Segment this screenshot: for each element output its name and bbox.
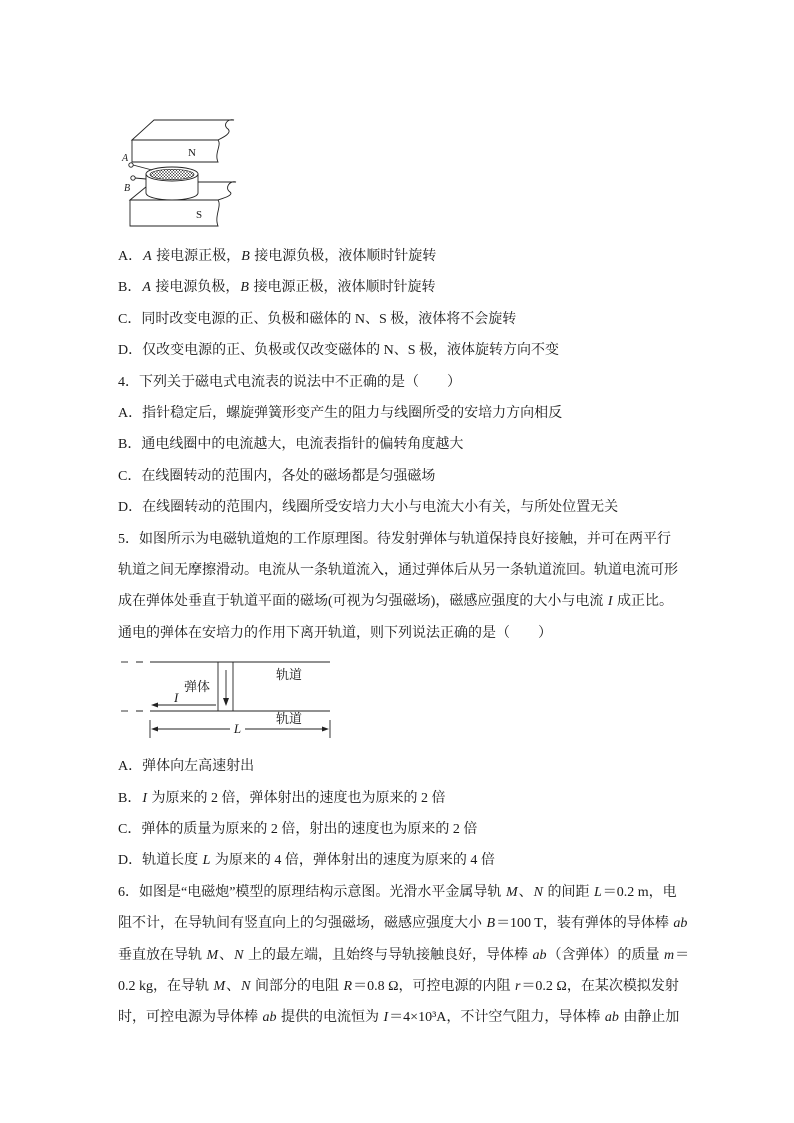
q6-stem-line-3 bbox=[118, 940, 738, 971]
math-variable: B bbox=[240, 280, 249, 296]
text-run: 接电源正极，液体顺时针旋转 bbox=[249, 280, 436, 296]
math-variable: A bbox=[143, 249, 152, 264]
q4-option-c bbox=[118, 461, 738, 492]
text-run: 为原来的 4 倍，弹体射出的速度为原来的 4 倍 bbox=[211, 853, 495, 869]
text-run: 成正比。 bbox=[613, 594, 673, 610]
terminal-a bbox=[129, 163, 133, 167]
text-run: 、 bbox=[518, 884, 533, 900]
text-run: ＝ bbox=[675, 947, 690, 963]
math-variable: ab bbox=[604, 1010, 619, 1026]
text-run: A． bbox=[118, 249, 143, 264]
text-run: C．弹体的质量为原来的 2 倍，射出的速度也为原来的 2 倍 bbox=[118, 822, 478, 838]
current-direction-arrow-head bbox=[151, 703, 158, 708]
south-magnet-front-face bbox=[130, 200, 219, 226]
text-run: ＝0.2 Ω，在某次模拟发射 bbox=[521, 979, 679, 995]
text-run: 、 bbox=[226, 979, 241, 995]
text-run: C．同时改变电源的正、负极和磁体的 N、S 极，液体将不会旋转 bbox=[118, 311, 517, 327]
math-variable: r bbox=[514, 979, 521, 995]
text-run: 阻不计，在导轨间有竖直向上的匀强磁场，磁感应强度大小 bbox=[118, 916, 486, 932]
text-run: 6．如图是“电磁炮”模型的原理结构示意图。光滑水平金属导轨 bbox=[118, 884, 505, 900]
q3-option-d bbox=[118, 335, 738, 366]
math-variable: I bbox=[383, 1010, 389, 1026]
math-variable: L bbox=[202, 853, 211, 869]
q5-stem-line-2 bbox=[118, 555, 738, 586]
magnet-liquid-apparatus-figure bbox=[118, 112, 244, 232]
question-block-lower bbox=[118, 751, 738, 1034]
north-magnet-top-face bbox=[132, 120, 234, 140]
q5-stem-line-3 bbox=[118, 586, 738, 617]
text-run: D．轨道长度 bbox=[118, 853, 202, 869]
q6-stem-line-1 bbox=[118, 877, 738, 908]
terminal-b bbox=[131, 176, 135, 180]
text-run: 接电源正极， bbox=[152, 249, 241, 264]
south-pole-label: S bbox=[196, 209, 203, 221]
text-run: 提供的电流恒为 bbox=[277, 1010, 383, 1026]
math-variable: N bbox=[533, 884, 543, 900]
current-label: I bbox=[174, 690, 179, 705]
q3-option-c bbox=[118, 304, 738, 335]
text-run: C．在线圈转动的范围内，各处的磁场都是匀强磁场 bbox=[118, 468, 436, 484]
math-variable: M bbox=[206, 947, 219, 963]
text-run: ＝4×10³A，不计空气阻力，导体棒 bbox=[389, 1010, 604, 1026]
math-variable: A bbox=[142, 280, 151, 296]
q6-stem-line-2 bbox=[118, 908, 738, 939]
text-run: 成在弹体处垂直于轨道平面的磁场(可视为匀强磁场)，磁感应强度的大小与电流 bbox=[118, 594, 607, 610]
text-run: 由静止加 bbox=[619, 1010, 680, 1026]
text-run: B． bbox=[118, 790, 142, 806]
text-run: 上的最左端，且始终与导轨接触良好，导体棒 bbox=[244, 947, 532, 963]
text-run: 0.2 kg，在导轨 bbox=[118, 979, 213, 995]
question-block-upper bbox=[118, 241, 738, 649]
q3-option-b bbox=[118, 272, 738, 303]
length-dimension-arrow-left bbox=[151, 727, 158, 732]
q6-stem-line-5 bbox=[118, 1002, 738, 1033]
text-run: 4．下列关于磁电式电流表的说法中不正确的是（ ） bbox=[118, 374, 461, 390]
q5-stem-line-4 bbox=[118, 618, 738, 649]
text-run: 时，可控电源为导体棒 bbox=[118, 1010, 262, 1026]
text-run: 5．如图所示为电磁轨道炮的工作原理图。待发射弹体与轨道保持良好接触，并可在两平行 bbox=[118, 531, 671, 547]
q4-option-b bbox=[118, 429, 738, 460]
text-run: 间部分的电阻 bbox=[251, 979, 343, 995]
wire-a bbox=[133, 165, 152, 170]
north-magnet-front-face bbox=[132, 140, 219, 162]
math-variable: N bbox=[234, 947, 244, 963]
math-variable: ab bbox=[673, 916, 688, 932]
text-run: ＝0.2 m，电 bbox=[602, 884, 677, 900]
math-variable: R bbox=[343, 979, 353, 995]
north-pole-label: N bbox=[188, 147, 196, 159]
liquid-surface bbox=[150, 169, 194, 179]
text-run: 垂直放在导轨 bbox=[118, 947, 206, 963]
text-run: （含弹体）的质量 bbox=[547, 947, 664, 963]
text-run: ＝100 T，装有弹体的导体棒 bbox=[496, 916, 673, 932]
math-variable: M bbox=[213, 979, 226, 995]
q5-option-b bbox=[118, 783, 738, 814]
terminal-a-label: A bbox=[122, 153, 129, 164]
railgun-diagram bbox=[118, 650, 338, 742]
text-run: D．仅改变电源的正、负极或仅改变磁体的 N、S 极，液体旋转方向不变 bbox=[118, 343, 560, 359]
q5-option-a bbox=[118, 751, 738, 782]
text-run: 、 bbox=[219, 947, 234, 963]
math-variable: ab bbox=[262, 1010, 277, 1026]
q5-stem-line-1 bbox=[118, 524, 738, 555]
projectile-current-arrow-head bbox=[223, 698, 229, 706]
q4-option-a bbox=[118, 398, 738, 429]
q5-option-d bbox=[118, 845, 738, 876]
text-run: D．在线圈转动的范围内，线圈所受安培力大小与电流大小有关，与所处位置无关 bbox=[118, 500, 619, 516]
text-run: 的间距 bbox=[543, 884, 593, 900]
text-run: 接电源负极， bbox=[151, 280, 240, 296]
length-label: L bbox=[233, 721, 242, 736]
text-run: 通电的弹体在安培力的作用下离开轨道，则下列说法正确的是（ ） bbox=[118, 625, 552, 641]
text-run: 为原来的 2 倍，弹体射出的速度也为原来的 2 倍 bbox=[148, 790, 446, 806]
length-dimension-arrow-right bbox=[322, 727, 329, 732]
terminal-b-label: B bbox=[124, 183, 131, 194]
math-variable: I bbox=[142, 790, 148, 806]
math-variable: I bbox=[607, 594, 613, 610]
math-variable: ab bbox=[532, 947, 547, 963]
q5-option-c bbox=[118, 814, 738, 845]
math-variable: M bbox=[505, 884, 518, 900]
q3-option-a bbox=[118, 241, 738, 272]
projectile-label: 弹体 bbox=[184, 679, 211, 694]
text-run: B．通电线圈中的电流越大，电流表指针的偏转角度越大 bbox=[118, 437, 464, 453]
math-variable: m bbox=[664, 947, 675, 963]
text-run: 接电源负极，液体顺时针旋转 bbox=[250, 249, 437, 264]
q6-stem-line-4 bbox=[118, 971, 738, 1002]
top-rail-label: 轨道 bbox=[276, 667, 303, 682]
math-variable: N bbox=[241, 979, 251, 995]
math-variable: L bbox=[593, 884, 602, 900]
q4-option-d bbox=[118, 492, 738, 523]
math-variable: B bbox=[486, 916, 496, 932]
wire-b bbox=[135, 178, 146, 179]
bottom-rail-label: 轨道 bbox=[276, 711, 303, 726]
text-run: ＝0.8 Ω，可控电源的内阻 bbox=[353, 979, 514, 995]
q4-stem bbox=[118, 367, 738, 398]
text-run: A．弹体向左高速射出 bbox=[118, 759, 255, 775]
math-variable: B bbox=[241, 249, 250, 264]
text-run: 轨道之间无摩擦滑动。电流从一条轨道流入，通过弹体后从另一条轨道流回。轨道电流可形 bbox=[118, 562, 678, 578]
text-run: B． bbox=[118, 280, 142, 296]
text-run: A．指针稳定后，螺旋弹簧形变产生的阻力与线圈所受的安培力方向相反 bbox=[118, 405, 563, 421]
